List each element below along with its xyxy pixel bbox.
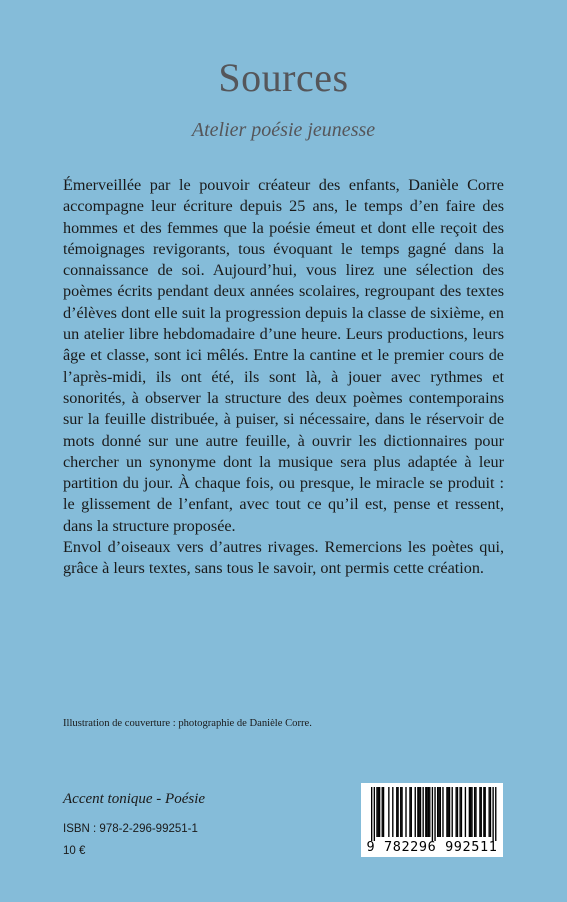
blurb-paragraph-2: Envol d’oiseaux vers d’autres rivages. Remercions les poètes qui, grâce à leurs textes, sans tous le savoir, ont permis cette création. <box>63 538 504 578</box>
barcode-bar <box>440 787 441 837</box>
barcode-bar <box>429 787 430 837</box>
barcode-bar <box>420 787 421 837</box>
barcode-bar <box>376 787 377 837</box>
barcode-number: 9 782296 992511 <box>366 839 498 855</box>
barcode-bar <box>442 787 443 837</box>
barcode-bar <box>488 787 489 837</box>
barcode-bar <box>411 787 412 837</box>
barcode-bar <box>465 787 466 837</box>
barcode-bar <box>492 787 493 841</box>
barcode-bar <box>371 787 372 841</box>
barcode-bar <box>461 787 462 837</box>
barcode-bar <box>483 787 484 837</box>
barcode-bar <box>434 787 435 841</box>
barcode-bar <box>438 787 439 837</box>
barcode-bar <box>471 787 472 837</box>
barcode-bar <box>382 787 383 837</box>
barcode-bar <box>470 787 471 837</box>
barcode-bar <box>409 787 410 837</box>
barcode-bar <box>417 787 418 837</box>
barcode-bar <box>388 787 389 837</box>
barcode-bar <box>479 787 480 837</box>
barcode-bar <box>449 787 450 837</box>
barcode-bar <box>495 787 496 841</box>
barcode-bar <box>396 787 397 837</box>
price-text: 10 € <box>63 845 86 857</box>
barcode-bar <box>400 787 401 837</box>
barcode-bar <box>379 787 380 837</box>
barcode-bar <box>419 787 420 837</box>
barcode-bar <box>469 787 470 837</box>
barcode-bar <box>455 787 456 837</box>
barcode-bar <box>481 787 482 837</box>
barcode-bar <box>374 787 375 841</box>
barcode-bar <box>490 787 491 837</box>
barcode-bar <box>437 787 438 837</box>
barcode-bar <box>426 787 427 837</box>
barcode-bar <box>474 787 475 837</box>
isbn-text: ISBN : 978-2-296-99251-1 <box>63 823 198 835</box>
collection-name: Accent tonique - Poésie <box>63 791 206 807</box>
book-title: Sources <box>218 55 349 100</box>
back-cover-blurb <box>63 175 504 580</box>
illustration-credit: Illustration de couverture : photographie de Danièle Corre. <box>63 718 312 729</box>
book-subtitle: Atelier poésie jeunesse <box>191 119 376 141</box>
barcode-bar <box>452 787 453 837</box>
barcode-bar <box>401 787 402 837</box>
barcode-bar <box>378 787 379 837</box>
barcode-bar <box>422 787 423 837</box>
barcode-bar <box>485 787 486 837</box>
barcode-bar <box>446 787 447 837</box>
barcode-bar <box>415 787 416 837</box>
barcode-bar <box>432 787 433 841</box>
barcode-bar <box>425 787 426 837</box>
barcode-bar <box>459 787 460 837</box>
barcode-bar <box>383 787 384 837</box>
barcode-bar <box>475 787 476 837</box>
isbn-barcode <box>361 783 503 857</box>
barcode-bar <box>428 787 429 837</box>
barcode-bar <box>405 787 406 837</box>
blurb-paragraph-1: Émerveillée par le pouvoir créateur des enfants, Danièle Corre accompagne leur écriture depuis 25 ans, le temps d’en faire des hommes et des femmes que la poésie émeut et dont elle reçoit des témoignages revigorants, tous évoquant le temps gagné dans la connaissance de soi. Aujourd’hui, vous lirez une sélection des poèmes écrits pendant deux années scolaires, regroupant des textes d’élèves dont elle suit la progression depuis la classe de sixième, en un atelier libre hebdomadaire d’une heure. Leurs productions, leurs âge et classe, sont ici mêlés. Entre la cantine et le premier cours de l’après-midi, ils ont été, ils sont là, à jouer avec rythmes et sonorités, à observer la structure des deux poèmes contemporains sur la feuille distribuée, à puiser, si nécessaire, dans le réservoir de mots donné sur une autre feuille, à ouvrir les dictionnaires pour chercher un synonyme dont la musique sera plus adaptée à leur partition du jour. À chaque fois, ou presque, le miracle se produit : le glissement de l’enfant, avec tout ce qu’il est, pense et ressent, dans la structure proposée. <box>63 176 504 535</box>
barcode-bar <box>397 787 398 837</box>
barcode-bar <box>392 787 393 837</box>
barcode-bar <box>457 787 458 837</box>
barcode-bar <box>448 787 449 837</box>
